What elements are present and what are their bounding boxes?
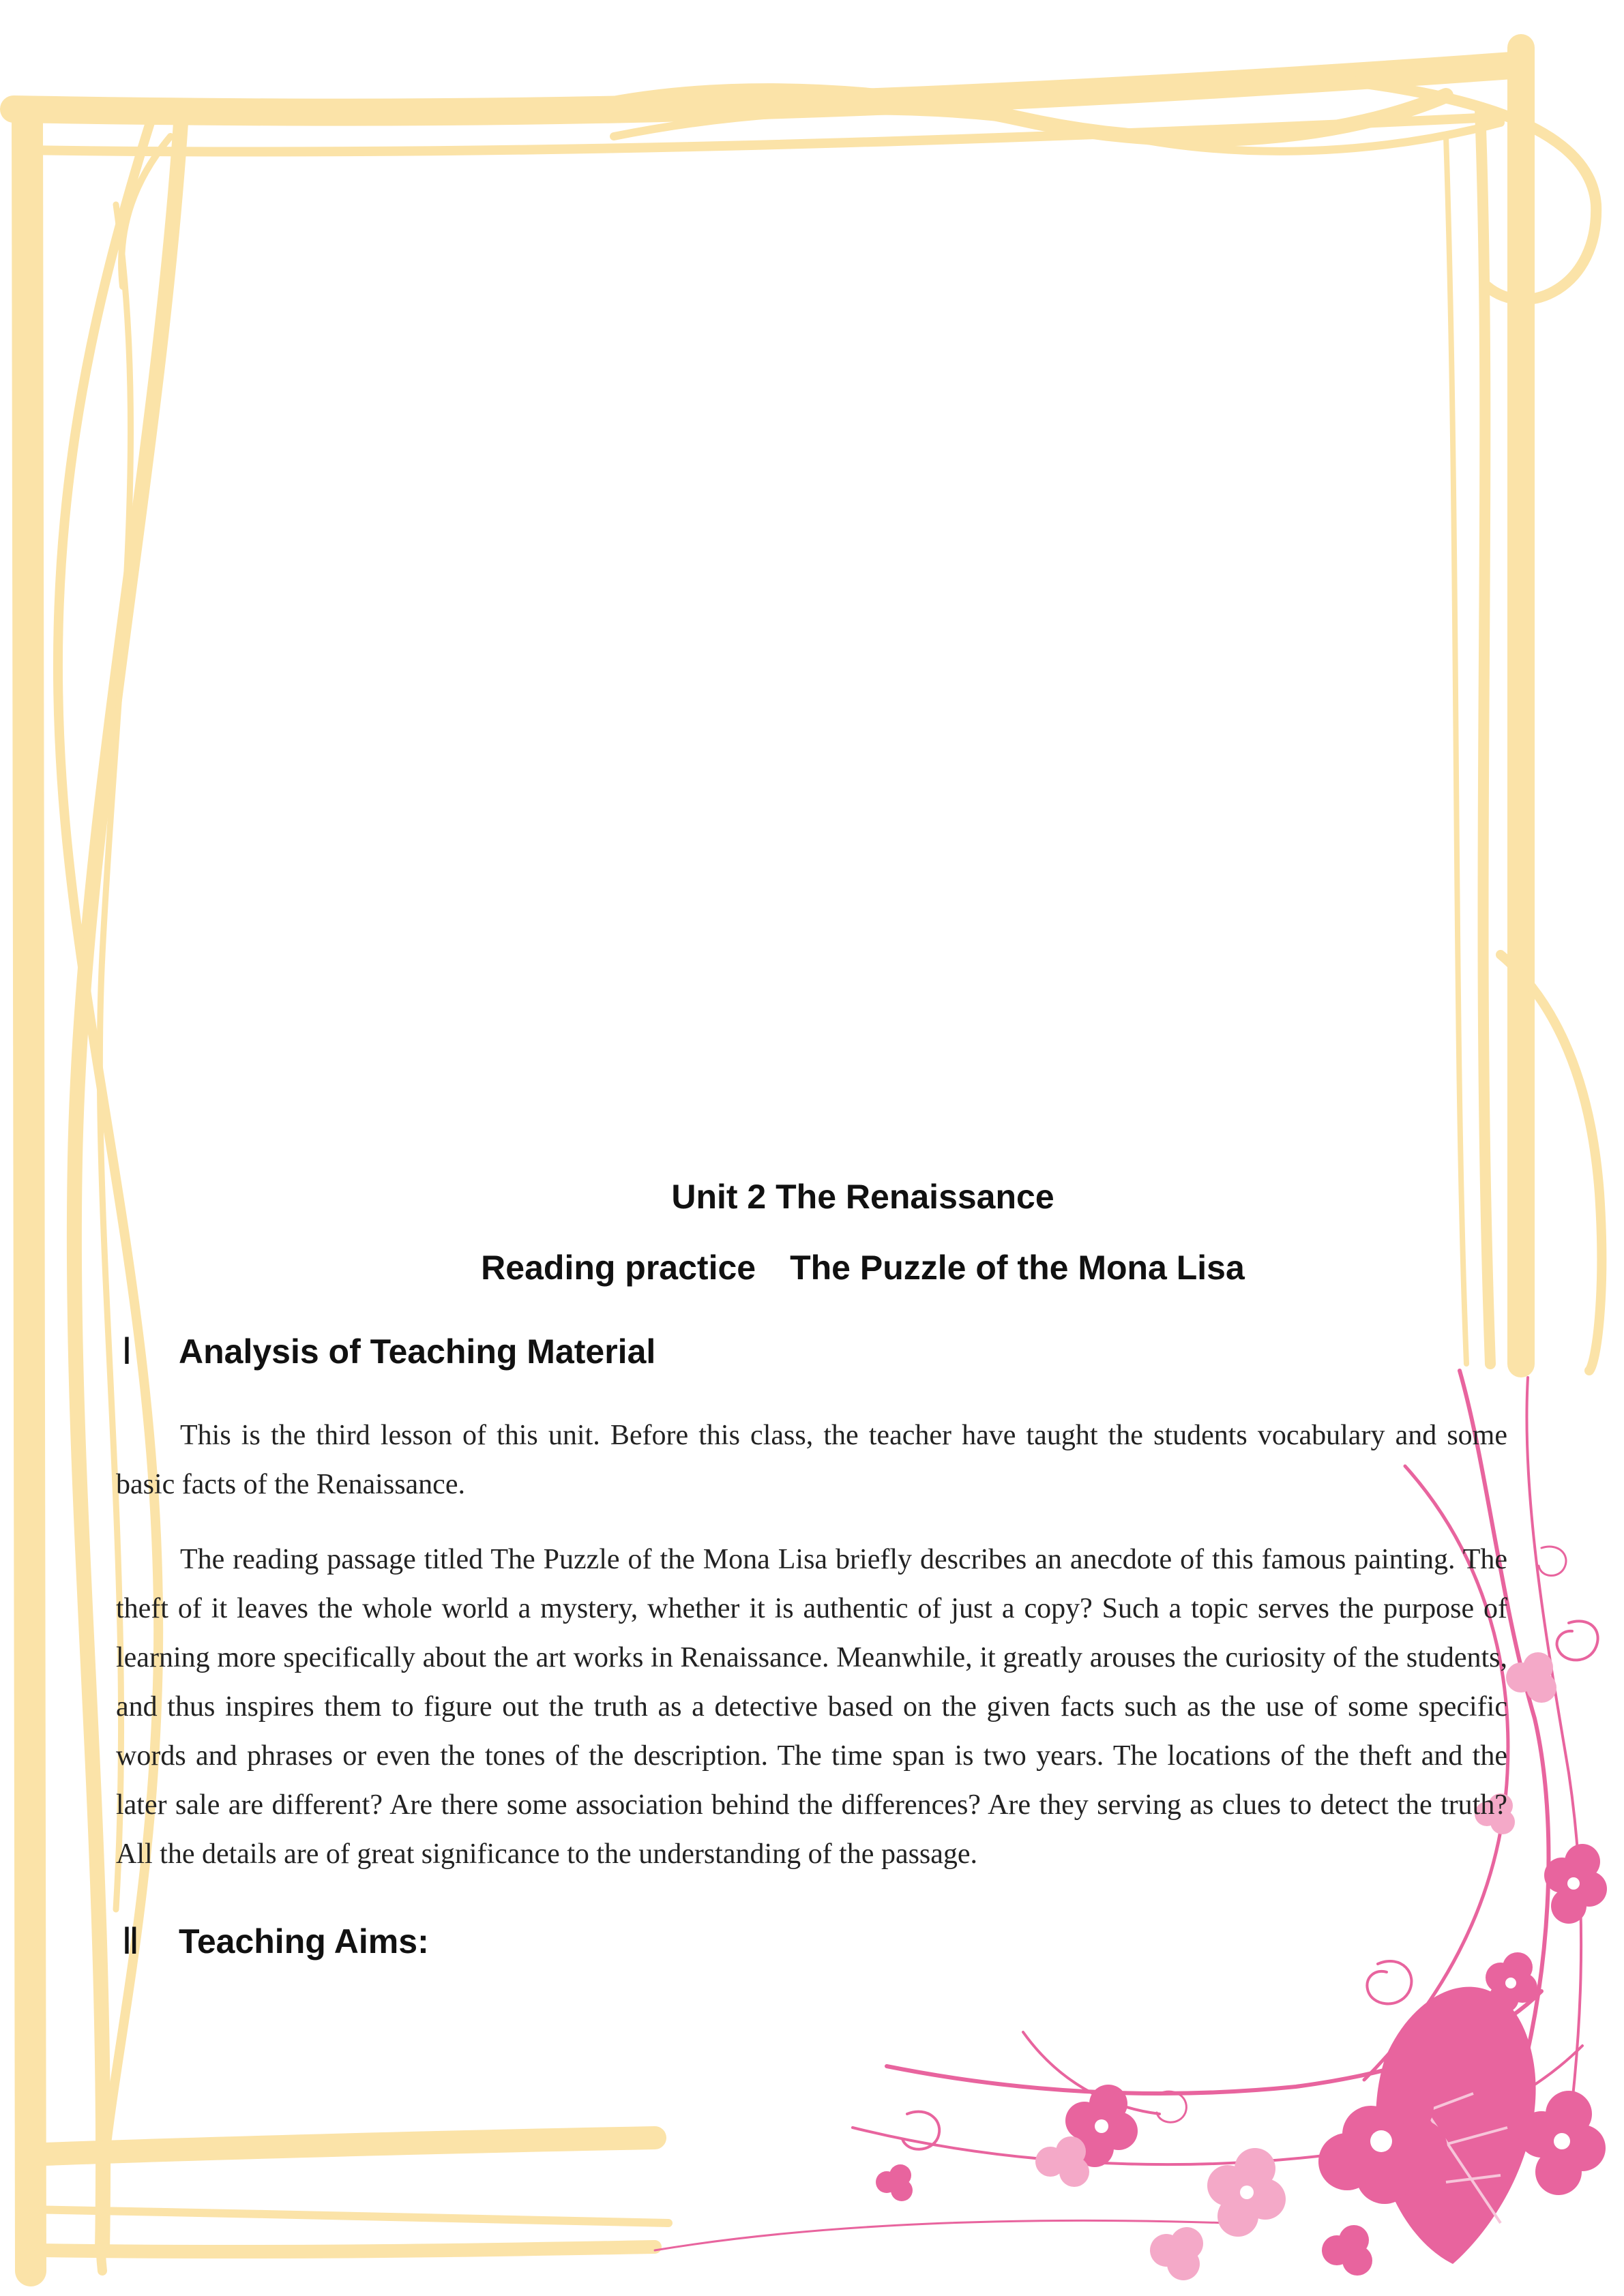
lesson-title-line: [116, 1244, 1507, 1292]
title-block: [116, 1173, 1507, 1292]
document-body: [116, 1173, 1507, 1963]
section-heading: [116, 1330, 1507, 1373]
section-title: Analysis of Teaching Material: [179, 1332, 656, 1371]
paragraph: The reading passage titled The Puzzle of the Mona Lisa briefly describes an anecdote of this famous painting. The theft of it leaves the whole world a mystery, whether it is authentic of just a copy? Such a topic serves the purpose of learning more specifically about the art works in Renaissance. Meanwhile, it greatly arouses the curiosity of the students, and thus inspires them to figure out the truth as a detective based on the given facts such as the use of some specific words and phrases or even the tones of the description. The time span is two years. The locations of the theft and the later sale are different? Are there some association behind the differences? Are they serving as clues to detect the truth? All the details are of great significance to the understanding of the passage.: [116, 1544, 1507, 1870]
paragraph: This is the third lesson of this unit. Before this class, the teacher have taught the students vocabulary and some basic facts of the Renaissance.: [116, 1420, 1507, 1500]
section-numeral: Ⅰ: [121, 1331, 132, 1372]
lesson-title: The Puzzle of the Mona Lisa: [790, 1249, 1245, 1287]
section-teaching-aims: [116, 1920, 1507, 1963]
lesson-label: Reading practice: [481, 1249, 756, 1287]
section-numeral: Ⅱ: [121, 1921, 140, 1962]
section-analysis: [116, 1330, 1507, 1879]
section-title: Teaching Aims:: [179, 1922, 429, 1960]
section-heading: [116, 1920, 1507, 1963]
unit-title: Unit 2 The Renaissance: [671, 1178, 1054, 1216]
